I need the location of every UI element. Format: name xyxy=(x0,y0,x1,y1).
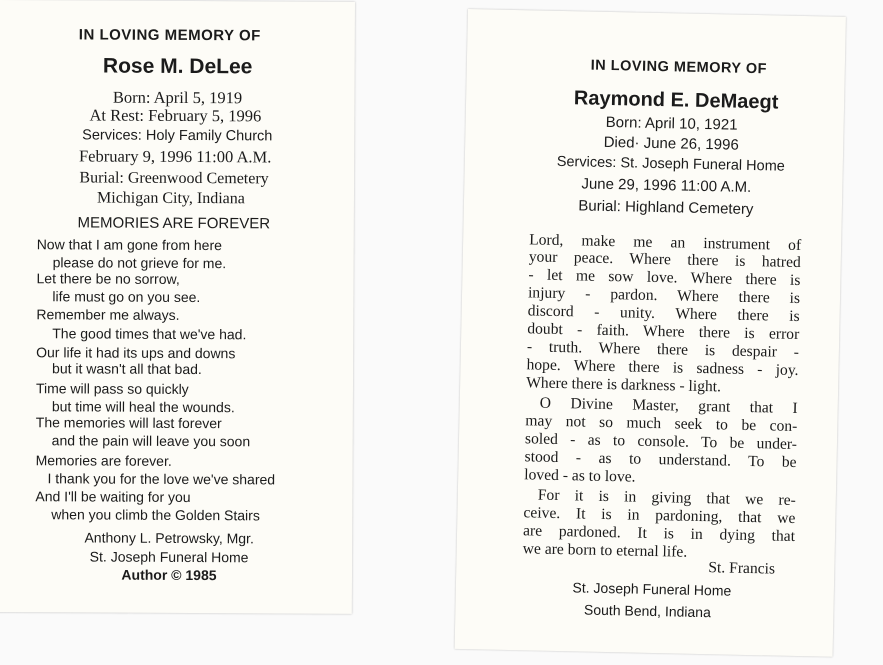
poem-line: but time will heal the wounds. xyxy=(51,398,235,416)
poem-line: The good times that we've had. xyxy=(52,325,247,343)
poem-line: Now that I am gone from here xyxy=(36,236,222,254)
prayer-line: discord - unity. Where there is xyxy=(527,302,800,326)
prayer-line: doubt - faith. Where there is error xyxy=(527,320,800,344)
service-date: February 9, 1996 11:00 A.M. xyxy=(78,146,272,167)
card-heading: IN LOVING MEMORY OF xyxy=(78,26,261,45)
burial-line: Burial: Highland Cemetery xyxy=(578,197,754,219)
prayer-line: Lord, make me an instrument of xyxy=(529,231,802,255)
prayer-line: injury - pardon. Where there is xyxy=(527,284,801,308)
prayer-line: hope. Where there is sadness - joy. xyxy=(526,356,799,379)
poem-line: Remember me always. xyxy=(36,306,180,323)
died-date: Died· June 26, 1996 xyxy=(603,133,739,154)
poem-line: Let there be no sorrow, xyxy=(36,270,180,287)
prayer-line: ceive. It is in pardoning, that we xyxy=(523,504,796,527)
deceased-name: Raymond E. DeMaegt xyxy=(573,87,779,114)
memorial-card-raymond-demaegt xyxy=(455,9,846,657)
prayer-line: loved - as to love. xyxy=(524,466,636,486)
prayer-line: soled - as to console. To be under- xyxy=(524,430,798,453)
prayer-line: stood - as to understand. To be xyxy=(524,448,797,471)
prayer-line: For it is in giving that we re- xyxy=(537,486,796,509)
poem-line: Time will pass so quickly xyxy=(35,380,189,397)
poem-line: Memories are forever. xyxy=(35,452,172,469)
footer-city: South Bend, Indiana xyxy=(583,601,712,621)
services-line: Services: St. Joseph Funeral Home xyxy=(556,153,785,175)
poem-line: Our life it had its ups and downs xyxy=(36,344,236,362)
poem-line: The memories will last forever xyxy=(35,414,222,432)
burial-line: Burial: Greenwood Cemetery xyxy=(79,169,269,188)
prayer-line: - let me sow love. Where there is xyxy=(528,266,801,290)
prayer-attribution: St. Francis xyxy=(708,559,776,578)
at-rest-date: At Rest: February 5, 1996 xyxy=(89,105,262,126)
prayer-line: are pardoned. It is in dying that xyxy=(522,522,796,545)
poem-line: when you climb the Golden Stairs xyxy=(51,506,260,524)
prayer-line: O Divine Master, grant that I xyxy=(539,394,798,417)
services-line: Services: Holy Family Church xyxy=(82,127,273,145)
prayer-line: we are born to eternal life. xyxy=(522,540,688,561)
prayer-line: - truth. Where there is despair - xyxy=(526,338,800,362)
prayer-line: your peace. Where there is hatred xyxy=(528,248,801,272)
poem-line: I thank you for the love we've shared xyxy=(47,470,276,488)
poem-line: but it wasn't all that bad. xyxy=(52,360,202,378)
poem-line: life must go on you see. xyxy=(52,288,201,306)
prayer-line: Where there is darkness - light. xyxy=(526,374,722,396)
credit-funeral-home: St. Joseph Funeral Home xyxy=(89,548,249,566)
memorial-card-rose-delee xyxy=(0,0,355,614)
poem-line: please do not grieve for me. xyxy=(52,254,227,272)
prayer-line: may not so much seek to be con- xyxy=(525,412,798,435)
service-date: June 29, 1996 11:00 A.M. xyxy=(581,175,752,196)
born-date: Born: April 10, 1921 xyxy=(605,113,738,134)
card-heading: IN LOVING MEMORY OF xyxy=(590,57,768,78)
burial-location: Michigan City, Indiana xyxy=(97,189,245,208)
credit-manager: Anthony L. Petrowsky, Mgr. xyxy=(84,529,254,547)
poem-line: And I'll be waiting for you xyxy=(35,488,191,506)
born-date: Born: April 5, 1919 xyxy=(112,87,243,108)
poem-title: MEMORIES ARE FOREVER xyxy=(77,214,271,233)
credit-author: Author © 1985 xyxy=(121,566,217,584)
deceased-name: Rose M. DeLee xyxy=(102,54,253,79)
poem-line: and the pain will leave you soon xyxy=(51,432,251,450)
footer-funeral-home: St. Joseph Funeral Home xyxy=(572,579,732,599)
